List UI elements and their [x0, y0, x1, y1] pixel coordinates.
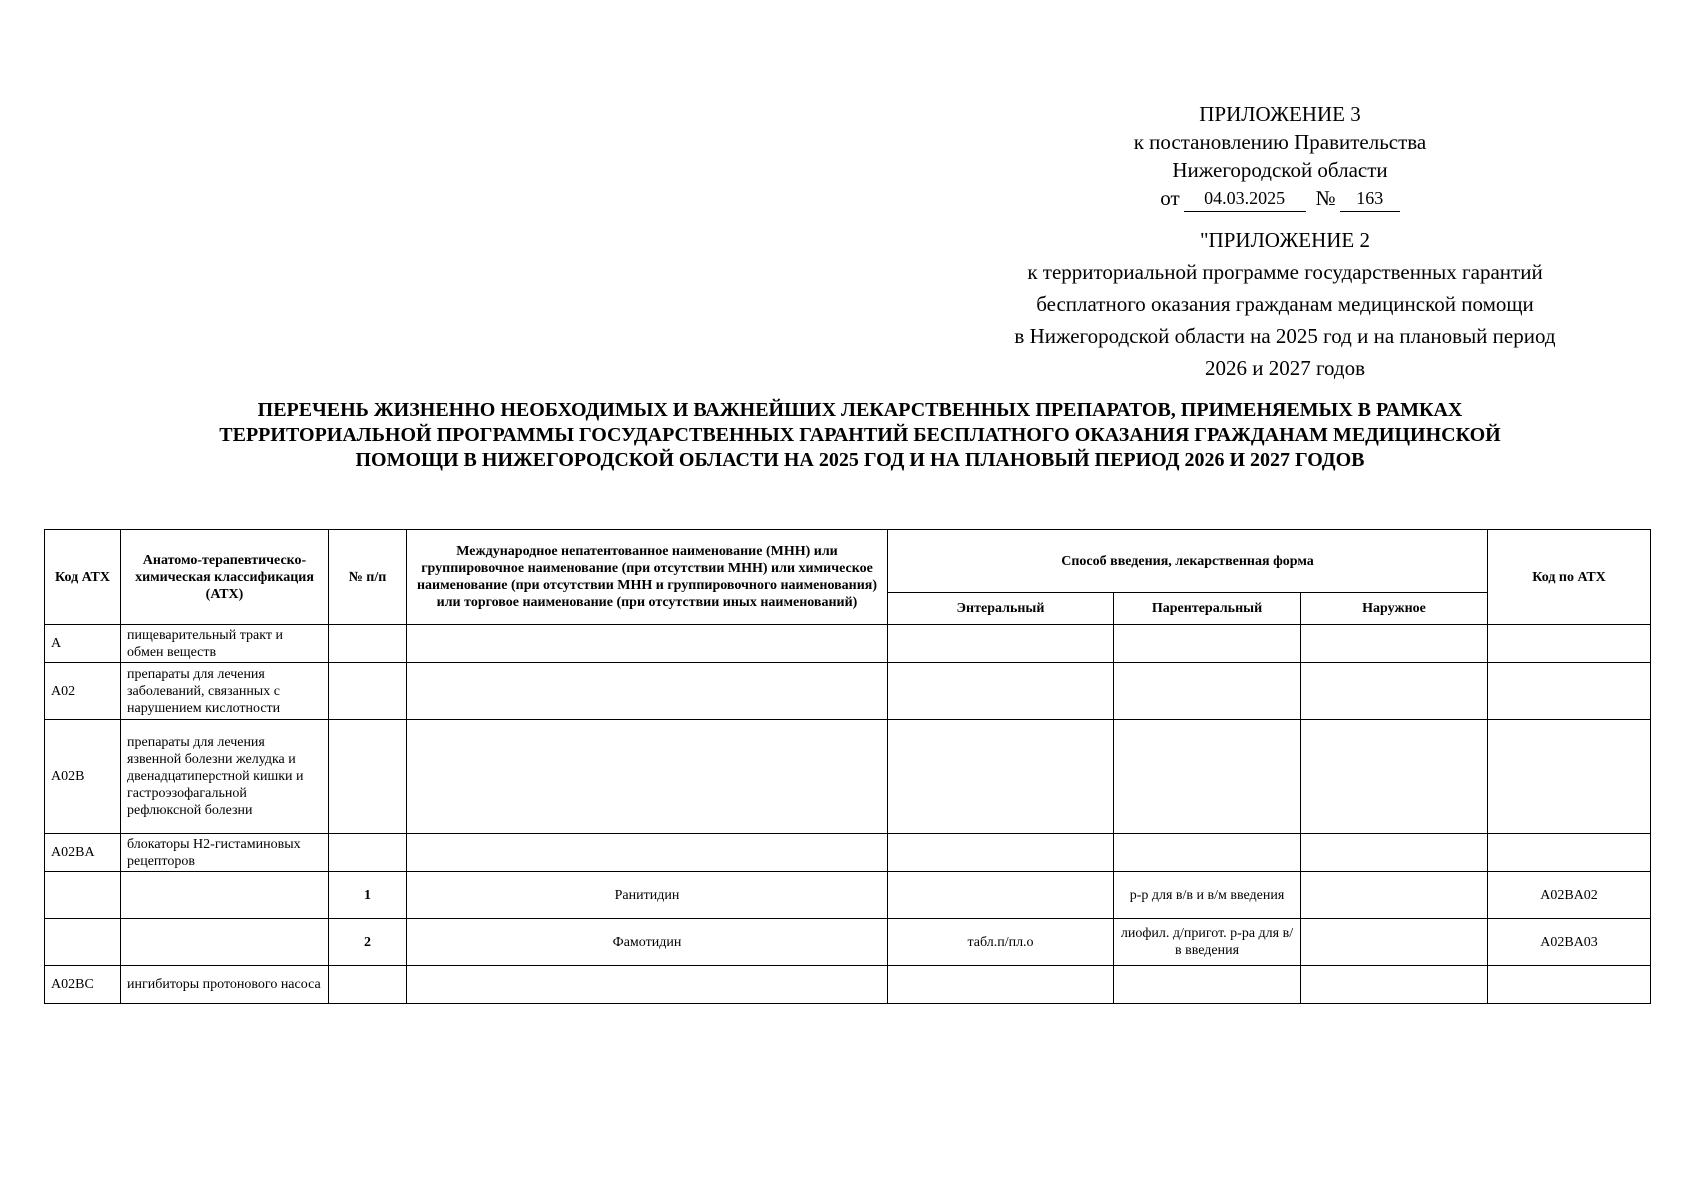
- cell-external: [1301, 720, 1488, 834]
- cell-parenteral: лиофил. д/пригот. р-ра для в/в введения: [1114, 919, 1301, 966]
- header-number: № п/п: [329, 530, 407, 625]
- cell-external: [1301, 834, 1488, 872]
- appendix-2-line-2: бесплатного оказания гражданам медицинской помощи: [1036, 292, 1534, 316]
- cell-name: [407, 720, 888, 834]
- cell-external: [1301, 872, 1488, 919]
- cell-enteral: [888, 720, 1114, 834]
- table-row: [45, 872, 1651, 919]
- cell-classification: препараты для лечения заболеваний, связанных с нарушением кислотности: [121, 663, 329, 720]
- number-label: №: [1315, 186, 1336, 210]
- table-row: [45, 834, 1651, 872]
- cell-enteral: [888, 834, 1114, 872]
- cell-atx-code: A: [45, 625, 121, 663]
- header-classification: Анатомо-терапевтическо-химическая классификация (АТХ): [121, 530, 329, 625]
- header-name: Международное непатентованное наименование (МНН) или группировочное наименование (при отсутствии МНН) или химическое наименование (при отсутствии МНН и группировочного наименования) или торговое наименование (при отсутствии иных наименований): [407, 530, 888, 625]
- cell-atx-code: A02: [45, 663, 121, 720]
- cell-name: Фамотидин: [407, 919, 888, 966]
- cell-number: [329, 663, 407, 720]
- cell-number: [329, 834, 407, 872]
- document-title: [60, 398, 1660, 473]
- order-number: 163: [1340, 187, 1400, 212]
- table-row: [45, 720, 1651, 834]
- appendix-2-line-3: в Нижегородской области на 2025 год и на плановый период: [1014, 324, 1556, 348]
- cell-enteral: [888, 625, 1114, 663]
- header-external: Наружное: [1301, 593, 1488, 625]
- cell-parenteral: [1114, 625, 1301, 663]
- table-row: [45, 625, 1651, 663]
- cell-external: [1301, 966, 1488, 1004]
- cell-atx-code: A02BA: [45, 834, 121, 872]
- appendix-2-title: "ПРИЛОЖЕНИЕ 2: [1199, 228, 1371, 252]
- document-title-line-2: ТЕРРИТОРИАЛЬНОЙ ПРОГРАММЫ ГОСУДАРСТВЕННЫХ ГАРАНТИЙ БЕСПЛАТНОГО ОКАЗАНИЯ ГРАЖДАНАМ МЕДИЦИНСКОЙ: [219, 424, 1501, 446]
- cell-classification: препараты для лечения язвенной болезни желудка и двенадцатиперстной кишки и гастроэзофагальной рефлюксной болезни: [121, 720, 329, 834]
- cell-atx-code-right: A02BA03: [1488, 919, 1651, 966]
- cell-classification: блокаторы H2-гистаминовых рецепторов: [121, 834, 329, 872]
- cell-parenteral: [1114, 834, 1301, 872]
- cell-atx-code-right: A02BA02: [1488, 872, 1651, 919]
- order-reference: [1100, 184, 1460, 212]
- order-date: 04.03.2025: [1184, 187, 1306, 212]
- cell-name: [407, 834, 888, 872]
- cell-external: [1301, 919, 1488, 966]
- cell-atx-code: A02BC: [45, 966, 121, 1004]
- cell-atx-code-right: [1488, 966, 1651, 1004]
- cell-parenteral: [1114, 720, 1301, 834]
- appendix-3-line-2: Нижегородской области: [1172, 158, 1388, 182]
- cell-atx-code-right: [1488, 834, 1651, 872]
- cell-enteral: табл.п/пл.о: [888, 919, 1114, 966]
- cell-parenteral: [1114, 966, 1301, 1004]
- cell-parenteral: р-р для в/в и в/м введения: [1114, 872, 1301, 919]
- document-title-line-1: ПЕРЕЧЕНЬ ЖИЗНЕННО НЕОБХОДИМЫХ И ВАЖНЕЙШИХ ЛЕКАРСТВЕННЫХ ПРЕПАРАТОВ, ПРИМЕНЯЕМЫХ В РАМКАХ: [257, 399, 1463, 421]
- cell-parenteral: [1114, 663, 1301, 720]
- cell-number: [329, 966, 407, 1004]
- cell-atx-code: [45, 872, 121, 919]
- drug-list-table: [44, 529, 1651, 1004]
- cell-name: [407, 966, 888, 1004]
- cell-number: [329, 625, 407, 663]
- cell-atx-code-right: [1488, 625, 1651, 663]
- header-enteral: Энтеральный: [888, 593, 1114, 625]
- cell-enteral: [888, 872, 1114, 919]
- cell-classification: пищеварительный тракт и обмен веществ: [121, 625, 329, 663]
- cell-enteral: [888, 966, 1114, 1004]
- cell-classification: [121, 919, 329, 966]
- cell-atx-code: A02B: [45, 720, 121, 834]
- table-body: [45, 625, 1651, 1004]
- cell-name: [407, 625, 888, 663]
- cell-name: [407, 663, 888, 720]
- from-label: от: [1160, 186, 1180, 210]
- appendix-3-block: [1100, 100, 1460, 212]
- appendix-2-block: [955, 224, 1615, 384]
- cell-number: 2: [329, 919, 407, 966]
- appendix-3-line-1: к постановлению Правительства: [1133, 130, 1427, 154]
- table-row: [45, 663, 1651, 720]
- cell-name: Ранитидин: [407, 872, 888, 919]
- appendix-3-title: ПРИЛОЖЕНИЕ 3: [1199, 102, 1361, 126]
- cell-atx-code-right: [1488, 663, 1651, 720]
- cell-number: [329, 720, 407, 834]
- header-atx-code-right: Код по АТХ: [1488, 530, 1651, 625]
- header-route-group: Способ введения, лекарственная форма: [888, 530, 1488, 593]
- header-atx-code: Код АТХ: [45, 530, 121, 625]
- appendix-2-line-4: 2026 и 2027 годов: [1204, 356, 1366, 380]
- cell-classification: ингибиторы протонового насоса: [121, 966, 329, 1004]
- cell-classification: [121, 872, 329, 919]
- table-row: [45, 966, 1651, 1004]
- cell-number: 1: [329, 872, 407, 919]
- cell-enteral: [888, 663, 1114, 720]
- document-title-line-3: ПОМОЩИ В НИЖЕГОРОДСКОЙ ОБЛАСТИ НА 2025 ГОД И НА ПЛАНОВЫЙ ПЕРИОД 2026 И 2027 ГОДОВ: [355, 449, 1365, 471]
- cell-external: [1301, 663, 1488, 720]
- appendix-2-line-1: к территориальной программе государственных гарантий: [1027, 260, 1543, 284]
- table-header: [45, 530, 1651, 625]
- cell-atx-code: [45, 919, 121, 966]
- cell-external: [1301, 625, 1488, 663]
- table-row: [45, 919, 1651, 966]
- cell-atx-code-right: [1488, 720, 1651, 834]
- header-parenteral: Парентеральный: [1114, 593, 1301, 625]
